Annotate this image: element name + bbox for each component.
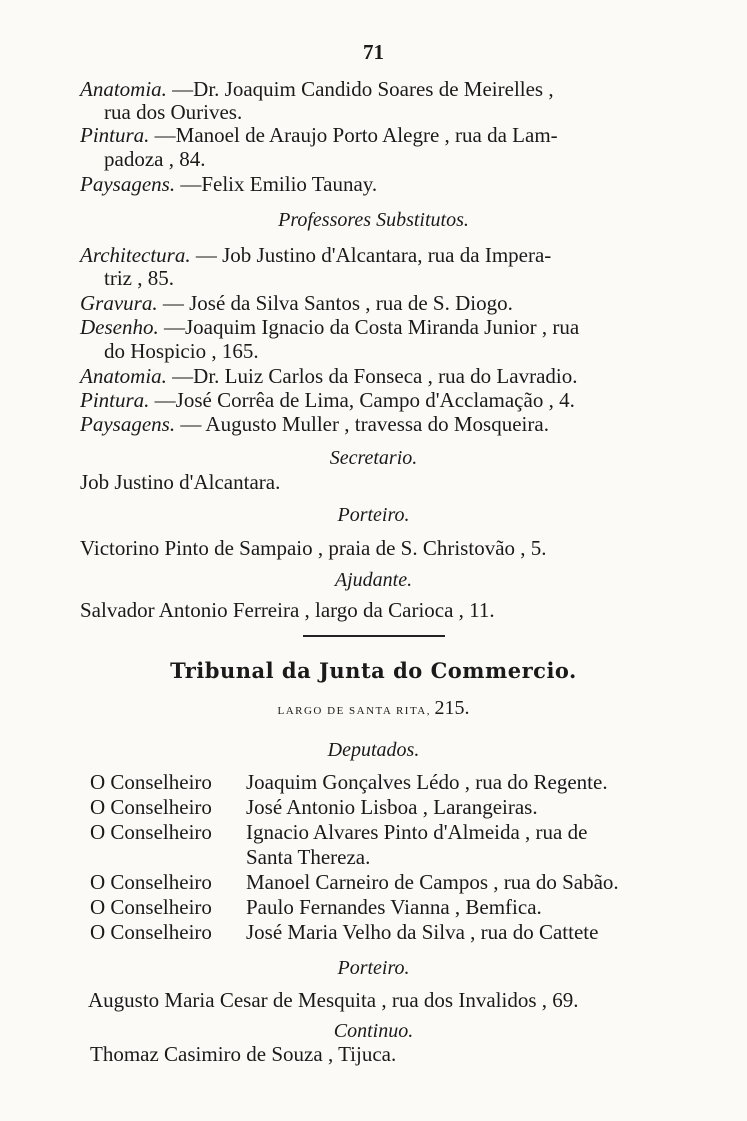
entry-text: padoza , 84. [104, 147, 206, 171]
entry-text: — José da Silva Santos , rua de S. Diogo. [157, 291, 513, 315]
entry-line [80, 123, 558, 147]
entry-line [80, 412, 549, 436]
entry-text: —Joaquim Ignacio da Costa Miranda Junior , rua [158, 315, 580, 339]
entry-subject: Desenho. [80, 315, 159, 339]
deputado-title: O Conselheiro [90, 820, 212, 844]
deputado-title: O Conselheiro [90, 795, 212, 819]
entry-subject: Paysagens. [80, 172, 176, 196]
deputado-text: José Antonio Lisboa , Larangeiras. [246, 795, 538, 819]
deputado-line [90, 795, 212, 819]
address-number: 215. [434, 697, 470, 719]
address-street: LARGO DE SANTA RITA, [277, 705, 431, 717]
entry-subject: Anatomia. [80, 77, 167, 101]
entry-text: —Felix Emilio Taunay. [175, 172, 378, 196]
entry-text: —José Corrêa de Lima, Campo d'Acclamação , 4. [149, 388, 575, 412]
deputado-title: O Conselheiro [90, 895, 212, 919]
heading-porteiro: Porteiro. [337, 504, 410, 526]
section-title: Tribunal da Junta do Commercio. [170, 658, 577, 683]
entry-text: —Dr. Joaquim Candido Soares de Meirelles , [166, 77, 554, 101]
entry-line [104, 147, 205, 171]
entry-line [80, 243, 551, 267]
entry-line [80, 315, 579, 339]
entry-text: do Hospicio , 165. [104, 339, 259, 363]
section-divider [303, 635, 445, 637]
heading-secretario: Secretario. [329, 447, 418, 469]
entry-subject: Pintura. [80, 123, 150, 147]
entry-line [104, 339, 259, 363]
deputado-line [90, 820, 212, 844]
porteiro-line: Victorino Pinto de Sampaio , praia de S. Christovão , 5. [80, 536, 547, 560]
heading-deputados: Deputados. [327, 739, 420, 761]
entry-subject: Gravura. [80, 291, 158, 315]
deputado-line [90, 895, 212, 919]
deputado-text: Santa Thereza. [246, 845, 371, 869]
heading-ajudante: Ajudante. [334, 569, 413, 591]
page-number: 71 [363, 40, 384, 64]
entry-line [80, 388, 575, 412]
secretario-line: Job Justino d'Alcantara. [80, 470, 281, 494]
deputado-text: Paulo Fernandes Vianna , Bemfica. [246, 895, 542, 919]
heading-continuo: Continuo. [333, 1020, 414, 1042]
entry-line [104, 100, 242, 124]
deputado-line [90, 920, 212, 944]
deputado-text: José Maria Velho da Silva , rua do Cattete [246, 920, 599, 944]
entry-text: — Job Justino d'Alcantara, rua da Impera- [190, 243, 552, 267]
entry-line [80, 77, 554, 101]
section-address [0, 697, 747, 720]
entry-text: —Dr. Luiz Carlos da Fonseca , rua do Lavradio. [166, 364, 578, 388]
entry-text: —Manoel de Araujo Porto Alegre , rua da Lam- [149, 123, 558, 147]
deputado-line [90, 770, 212, 794]
entry-line [80, 172, 377, 196]
porteiro-line-2: Augusto Maria Cesar de Mesquita , rua dos Invalidos , 69. [88, 988, 579, 1012]
entry-text: triz , 85. [104, 266, 174, 290]
deputado-text: Ignacio Alvares Pinto d'Almeida , rua de [246, 820, 588, 844]
heading-substitutos: Professores Substitutos. [278, 209, 469, 231]
heading-porteiro-2: Porteiro. [337, 957, 410, 979]
entry-subject: Paysagens. [80, 412, 176, 436]
deputado-text: Joaquim Gonçalves Lédo , rua do Regente. [246, 770, 608, 794]
entry-text: — Augusto Muller , travessa do Mosqueira. [175, 412, 549, 436]
deputado-title: O Conselheiro [90, 920, 212, 944]
deputado-title: O Conselheiro [90, 870, 212, 894]
entry-subject: Pintura. [80, 388, 150, 412]
deputado-text: Manoel Carneiro de Campos , rua do Sabão. [246, 870, 619, 894]
entry-text: rua dos Ourives. [104, 100, 243, 124]
continuo-line: Thomaz Casimiro de Souza , Tijuca. [90, 1042, 397, 1066]
deputado-line [90, 870, 212, 894]
entry-subject: Anatomia. [80, 364, 167, 388]
entry-line [104, 266, 174, 290]
ajudante-line: Salvador Antonio Ferreira , largo da Carioca , 11. [80, 598, 495, 622]
entry-subject: Architectura. [80, 243, 191, 267]
deputado-title: O Conselheiro [90, 770, 212, 794]
entry-line [80, 364, 577, 388]
entry-line [80, 291, 513, 315]
